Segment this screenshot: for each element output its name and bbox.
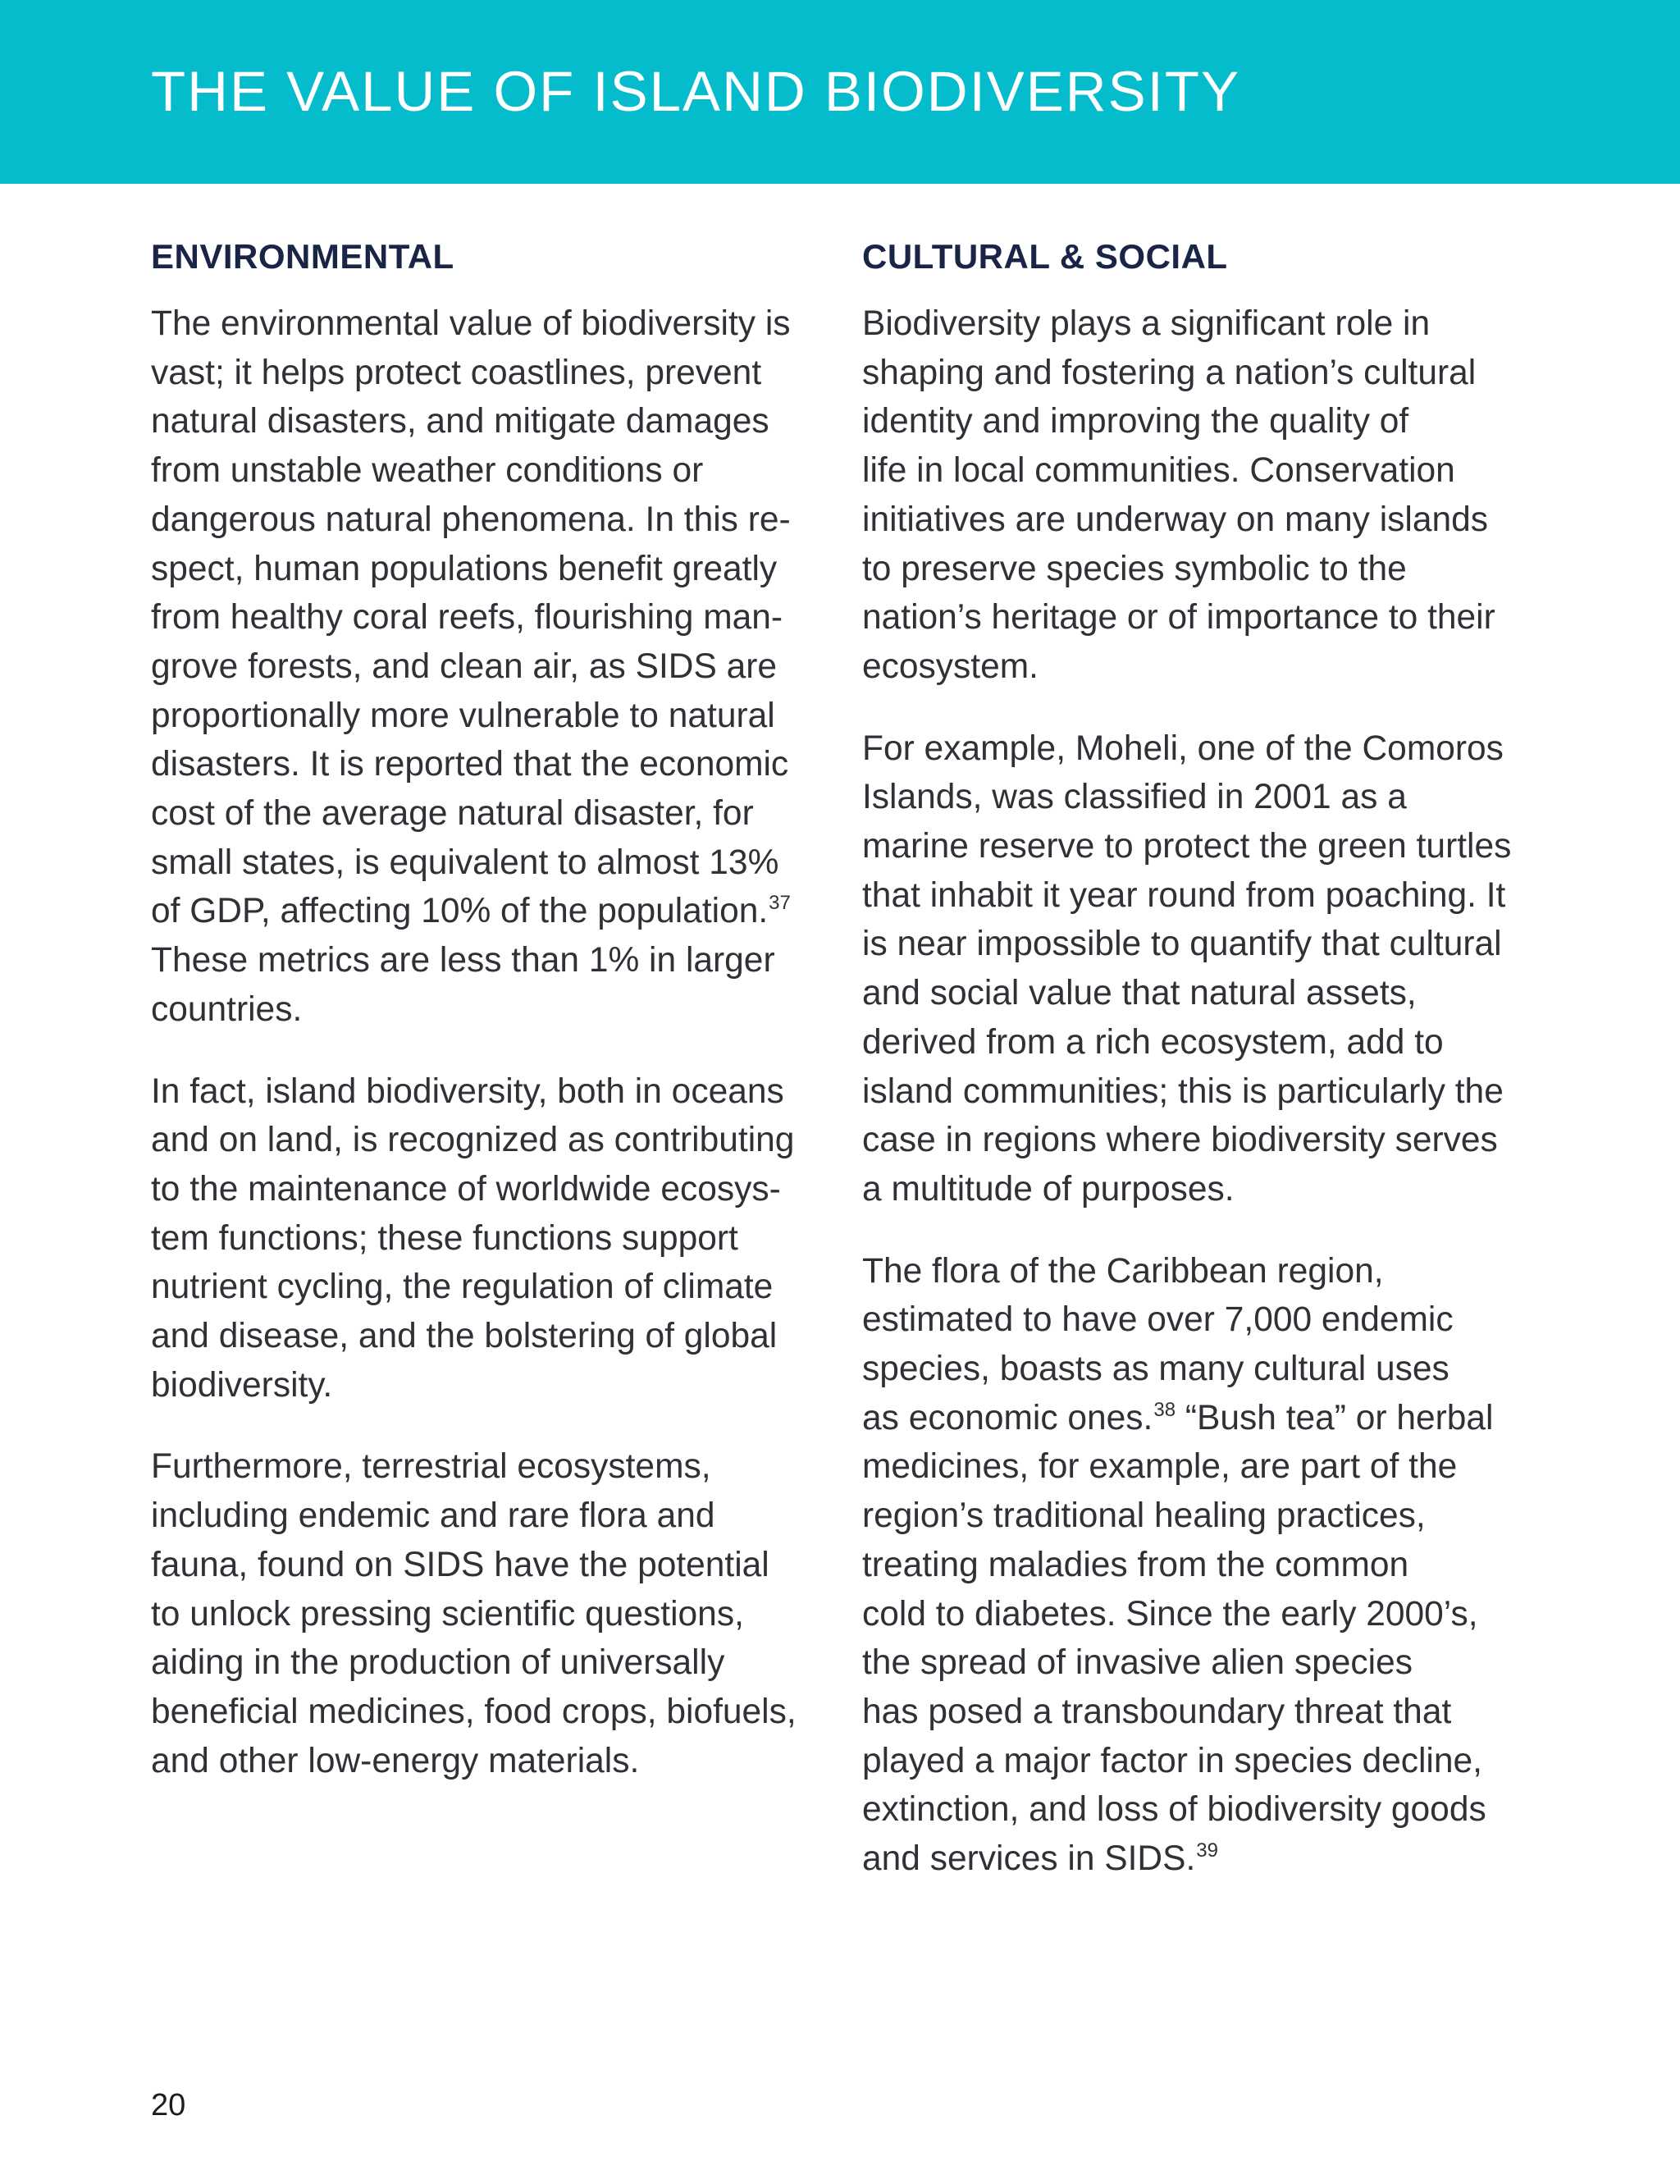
text-line: and on land, is recognized as contributing xyxy=(151,1121,795,1160)
text-line: species, boasts as many cultural uses xyxy=(862,1350,1449,1389)
text-line: beneficial medicines, food crops, biofuels, xyxy=(151,1692,797,1731)
text-line: spect, human populations benefit greatly xyxy=(151,549,778,588)
page-number: 20 xyxy=(151,2088,186,2122)
text-line: extinction, and loss of biodiversity goods xyxy=(862,1790,1486,1830)
text-line: vast; it helps protect coastlines, prevent xyxy=(151,353,762,392)
text-line: to unlock pressing scientific questions, xyxy=(151,1594,744,1633)
cultural-paragraph-3 xyxy=(862,1247,1518,1884)
text-line: has posed a transboundary threat that xyxy=(862,1692,1452,1731)
text-line: is near impossible to quantify that cultural xyxy=(862,925,1502,964)
text-fragment: and services in SIDS. xyxy=(862,1839,1196,1879)
text-line: and social value that natural assets, xyxy=(862,974,1417,1013)
text-line: shaping and fostering a nation’s cultural xyxy=(862,353,1477,392)
text-line: estimated to have over 7,000 endemic xyxy=(862,1300,1454,1340)
text-line: and disease, and the bolstering of global xyxy=(151,1317,778,1356)
text-line: region’s traditional healing practices, xyxy=(862,1496,1426,1536)
text-fragment: “Bush tea” or herbal xyxy=(1176,1398,1494,1437)
text-line: In fact, island biodiversity, both in oceans xyxy=(151,1071,784,1111)
cultural-paragraph-2 xyxy=(862,724,1518,1214)
text-line: aiding in the production of universally xyxy=(151,1643,725,1683)
text-line: marine reserve to protect the green turtles xyxy=(862,827,1512,866)
text-line: to the maintenance of worldwide ecosys- xyxy=(151,1169,781,1209)
text-line: Biodiversity plays a significant role in xyxy=(862,304,1431,343)
text-line: Furthermore, terrestrial ecosystems, xyxy=(151,1447,711,1487)
environmental-column xyxy=(151,234,807,1785)
text-line-with-footnote xyxy=(151,887,807,936)
text-fragment: as economic ones. xyxy=(862,1398,1153,1437)
text-line: cost of the average natural disaster, for xyxy=(151,794,754,834)
text-line: initiatives are underway on many islands xyxy=(862,500,1489,539)
text-line: For example, Moheli, one of the Comoros xyxy=(862,729,1504,768)
text-line: the spread of invasive alien species xyxy=(862,1643,1413,1683)
page-title: THE VALUE OF ISLAND BIODIVERSITY xyxy=(151,60,1241,123)
text-line: small states, is equivalent to almost 13% xyxy=(151,843,779,882)
text-line: nation’s heritage or of importance to their xyxy=(862,598,1495,637)
cultural-paragraph-1 xyxy=(862,299,1518,692)
text-line: medicines, for example, are part of the xyxy=(862,1447,1458,1487)
text-line: that inhabit it year round from poaching. It xyxy=(862,875,1506,915)
text-line: dangerous natural phenomena. In this re- xyxy=(151,500,791,539)
text-line: tem functions; these functions support xyxy=(151,1218,738,1258)
text-line: life in local communities. Conservation xyxy=(862,451,1455,491)
text-line: from healthy coral reefs, flourishing man- xyxy=(151,598,783,637)
text-line: fauna, found on SIDS have the potential xyxy=(151,1545,769,1584)
text-line-with-footnote xyxy=(862,1394,1518,1443)
cultural-social-column xyxy=(862,234,1518,1884)
footnote-ref-37: 37 xyxy=(769,892,791,915)
environmental-paragraph-2 xyxy=(151,1067,807,1410)
text-line: ecosystem. xyxy=(862,647,1039,686)
text-line: natural disasters, and mitigate damages xyxy=(151,402,769,441)
text-line: case in regions where biodiversity serves xyxy=(862,1121,1498,1160)
cultural-social-heading: CULTURAL & SOCIAL xyxy=(862,237,1228,276)
title-banner xyxy=(0,0,1680,184)
text-line: biodiversity. xyxy=(151,1365,333,1405)
text-line: nutrient cycling, the regulation of climate xyxy=(151,1268,774,1307)
text-line: treating maladies from the common xyxy=(862,1545,1409,1584)
text-line-with-footnote xyxy=(862,1834,1518,1884)
text-line: cold to diabetes. Since the early 2000’s, xyxy=(862,1594,1478,1633)
text-line: including endemic and rare flora and xyxy=(151,1496,715,1536)
text-line: disasters. It is reported that the economic xyxy=(151,745,789,784)
text-line: a multitude of purposes. xyxy=(862,1169,1235,1209)
text-line: identity and improving the quality of xyxy=(862,402,1409,441)
text-line: These metrics are less than 1% in larger xyxy=(151,941,775,980)
text-line: The flora of the Caribbean region, xyxy=(862,1251,1384,1291)
text-line: The environmental value of biodiversity is xyxy=(151,304,791,343)
text-fragment: of GDP, affecting 10% of the population. xyxy=(151,892,769,931)
text-line: island communities; this is particularly the xyxy=(862,1071,1504,1111)
environmental-heading: ENVIRONMENTAL xyxy=(151,237,454,276)
footnote-ref-38: 38 xyxy=(1153,1398,1176,1421)
text-line: from unstable weather conditions or xyxy=(151,451,704,491)
text-line: proportionally more vulnerable to natural xyxy=(151,696,775,735)
text-line: to preserve species symbolic to the xyxy=(862,549,1407,588)
text-line: Islands, was classified in 2001 as a xyxy=(862,778,1407,817)
text-line: and other low-energy materials. xyxy=(151,1741,640,1780)
environmental-paragraph-3 xyxy=(151,1442,807,1785)
text-line: countries. xyxy=(151,989,303,1029)
footnote-ref-39: 39 xyxy=(1196,1839,1218,1862)
text-line: derived from a rich ecosystem, add to xyxy=(862,1022,1444,1062)
text-line: played a major factor in species decline, xyxy=(862,1741,1482,1780)
text-line: grove forests, and clean air, as SIDS are xyxy=(151,647,778,686)
environmental-paragraph-1 xyxy=(151,299,807,1035)
